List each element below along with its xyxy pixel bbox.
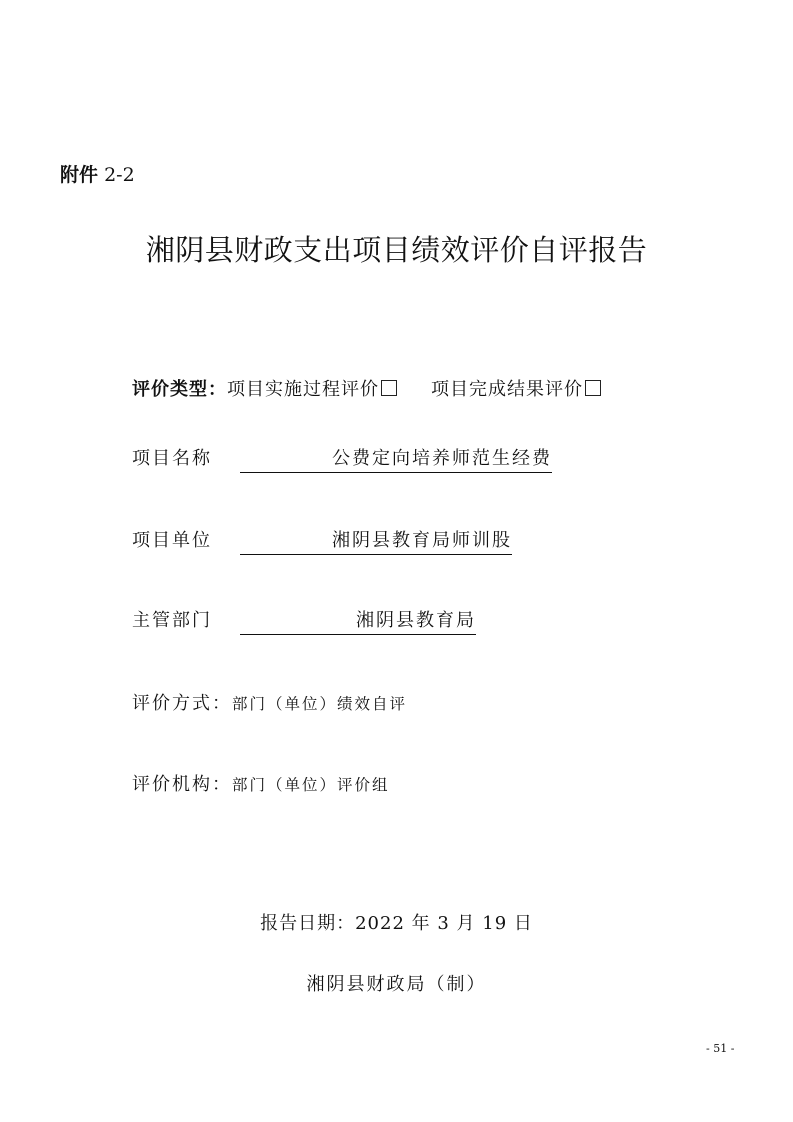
attachment-number: 2-2 — [104, 164, 135, 186]
document-title: 湘阴县财政支出项目绩效评价自评报告 — [145, 233, 648, 267]
attachment-label — [60, 160, 135, 187]
option-process-checkbox[interactable] — [381, 380, 397, 396]
competent-dept-row — [132, 606, 476, 635]
competent-dept-field — [240, 606, 476, 635]
eval-method-row — [132, 689, 407, 715]
eval-org-value: 部门（单位）评价组 — [232, 776, 390, 794]
competent-dept-value: 湘阴县教育局 — [356, 610, 476, 631]
project-unit-row — [132, 526, 512, 555]
project-name-field — [240, 444, 552, 473]
eval-method-label: 评价方式： — [132, 693, 232, 714]
project-name-value: 公费定向培养师范生经费 — [332, 448, 552, 469]
page-number: - 51 - — [706, 1042, 735, 1055]
report-date: 报告日期：2022 年 3 月 19 日 — [260, 913, 533, 934]
eval-org-label: 评价机构： — [132, 774, 232, 795]
eval-method-value: 部门（单位）绩效自评 — [232, 695, 408, 713]
option-result-label: 项目完成结果评价 — [431, 379, 583, 400]
project-name-label: 项目名称 — [132, 448, 212, 469]
project-unit-value: 湘阴县教育局师训股 — [332, 530, 512, 551]
option-process-label: 项目实施过程评价 — [227, 379, 379, 400]
attachment-word: 附件 — [60, 164, 99, 186]
option-result-checkbox[interactable] — [585, 380, 601, 396]
competent-dept-label: 主管部门 — [132, 610, 212, 631]
project-name-row — [132, 444, 552, 473]
issuer: 湘阴县财政局（制） — [306, 974, 487, 995]
eval-org-row — [132, 770, 390, 796]
evaluation-type-row — [132, 375, 601, 401]
project-unit-label: 项目单位 — [132, 530, 212, 551]
project-unit-field — [240, 526, 512, 555]
evaluation-type-label: 评价类型： — [132, 379, 227, 400]
